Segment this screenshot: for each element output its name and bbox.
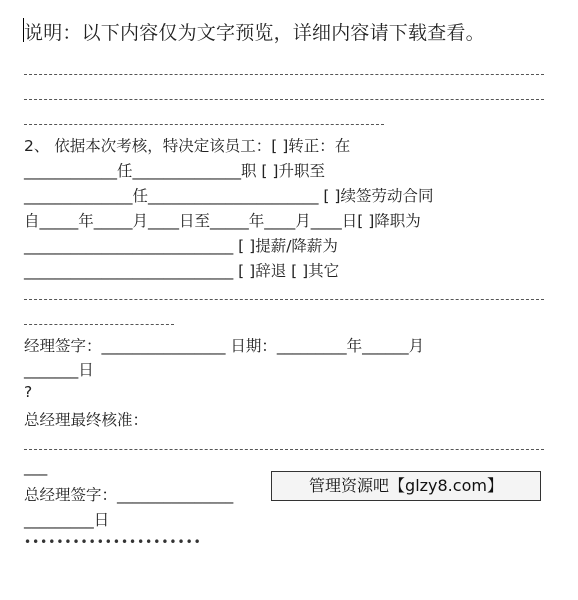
- short-underscore: ___: [24, 458, 48, 476]
- gm-sign-line: 总经理签字：_______________: [24, 486, 234, 504]
- body-line: ___________________________ [ ]提薪/降薪为: [24, 237, 338, 255]
- body-line: ______________任______________________ [ ]续签劳动合同: [24, 187, 434, 205]
- body-line: 自_____年_____月____日至_____年____月____日[ ]降职为: [24, 212, 421, 230]
- blank-rule: [24, 74, 544, 75]
- blank-rule: [24, 324, 174, 325]
- blank-rule: [24, 124, 384, 125]
- blank-rule: [24, 99, 544, 100]
- body-line: ___________________________ [ ]辞退 [ ]其它: [24, 262, 340, 280]
- gm-day-line: _________日: [24, 511, 110, 529]
- trailing-dots: ••••••••••••••••••••••: [24, 535, 202, 549]
- blank-rule: [24, 449, 544, 450]
- manager-sign-line: 经理签字：________________ 日期：_________年______月: [24, 337, 425, 355]
- body-line: ____________任______________职 [ ]升职至: [24, 162, 325, 180]
- manager-day-line: _______日: [24, 361, 94, 379]
- body-line: 2、 依据本次考核，特决定该员工：[ ]转正：在: [24, 137, 351, 155]
- blank-rule: [24, 299, 544, 300]
- final-approval-label: 总经理最终核准：: [24, 411, 149, 429]
- preview-notice: 说明：以下内容仅为文字预览，详细内容请下载查看。: [24, 22, 485, 44]
- watermark-banner[interactable]: 管理资源吧【glzy8.com】: [271, 471, 541, 501]
- question-mark: ?: [24, 383, 33, 401]
